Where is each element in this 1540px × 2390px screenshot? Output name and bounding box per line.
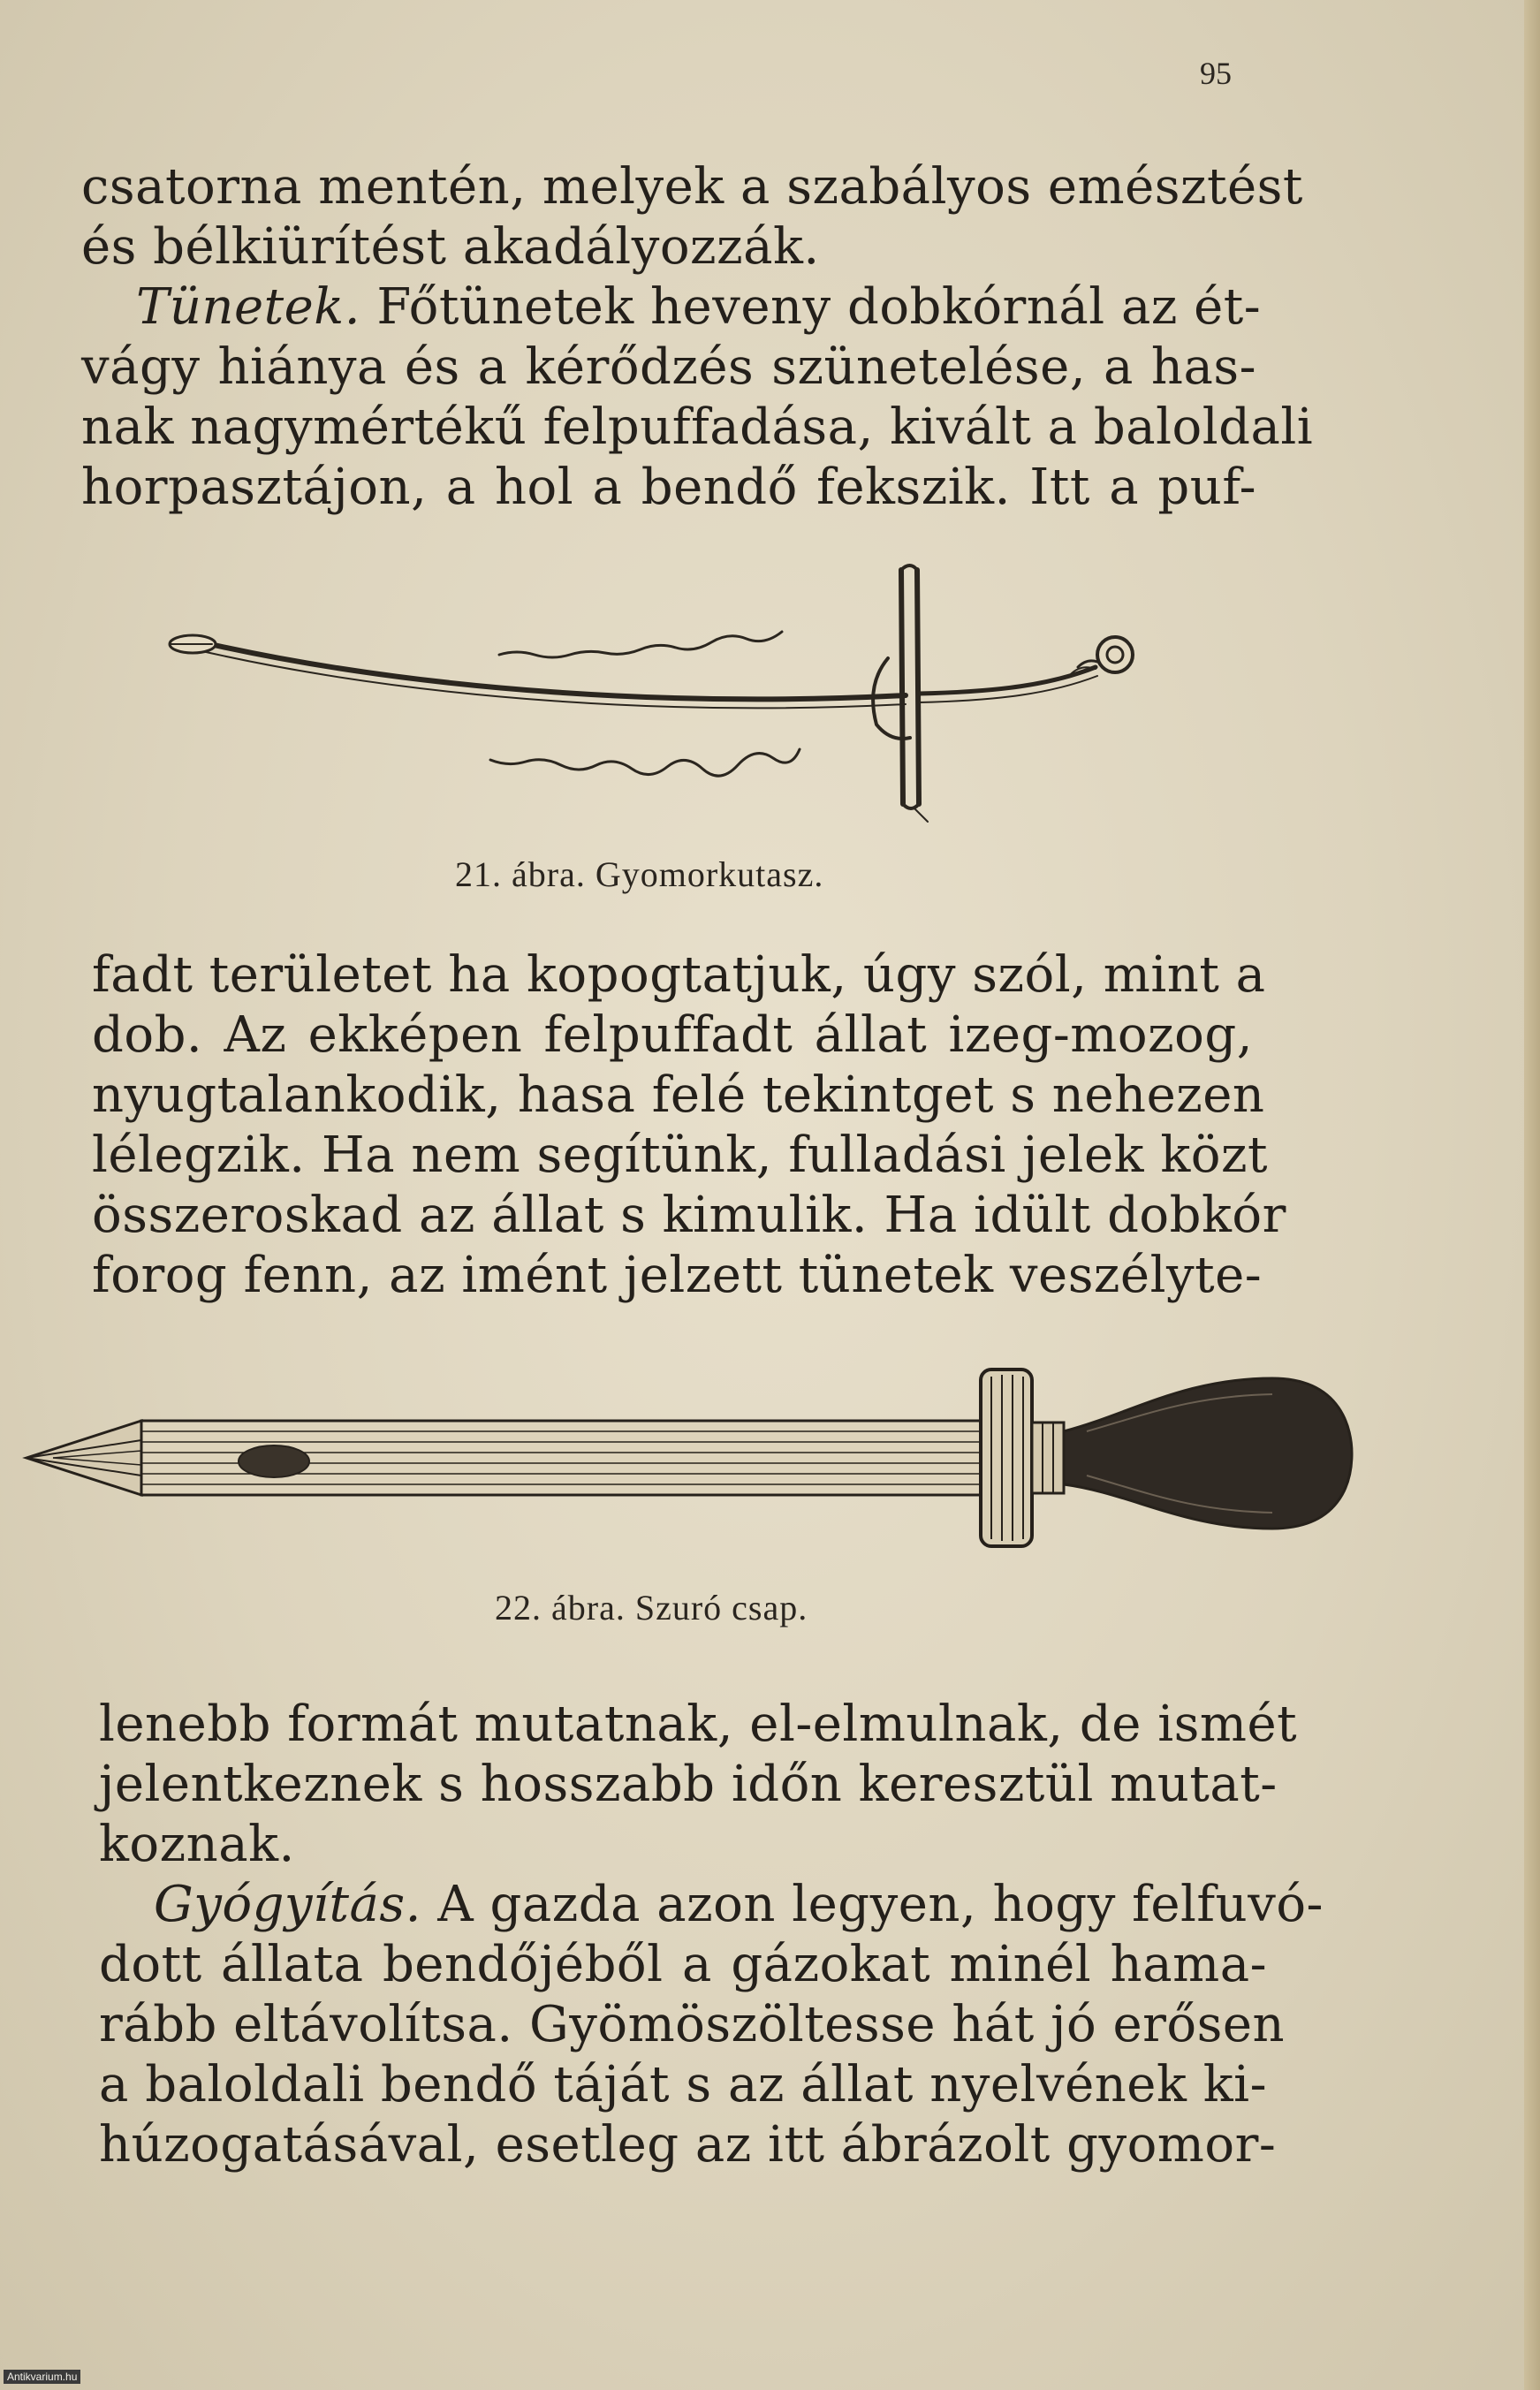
text-line: jelentkeznek s hosszabb időn keresztül mutat- [99, 1756, 1278, 1813]
stomach-probe-illustration [159, 552, 1175, 844]
text-line: húzogatásával, esetleg az itt ábrázolt gyomor- [99, 2116, 1277, 2174]
figure-21-caption: 21. ábra. Gyomorkutasz. [455, 854, 824, 894]
text-line: rább eltávolítsa. Gyömöszöltesse hát jó erősen [99, 1996, 1286, 2053]
text-line: összeroskad az állat s kimulik. Ha idült dobkór [92, 1187, 1286, 1244]
text-line: forog fenn, az imént jelzett tünetek veszélyte- [92, 1247, 1263, 1304]
text-line: dob. Az ekképen felpuffadt állat izeg-mozog, [92, 1006, 1253, 1064]
text-line [81, 277, 1262, 338]
paragraph-block-1 [81, 157, 1314, 518]
watermark-label: Antikvarium.hu [4, 2370, 80, 2384]
text-line: lélegzik. Ha nem segítünk, fulladási jelek közt [92, 1127, 1268, 1184]
text-line: dott állata bendőjéből a gázokat minél hama- [99, 1936, 1267, 1993]
paragraph-block-2 [92, 945, 1286, 1306]
section-lead-italic: Gyógyítás. [154, 1876, 421, 1933]
text-line: és bélkiürítést akadályozzák. [81, 218, 820, 276]
text-line: a baloldali bendő táját s az állat nyelvének ki- [99, 2056, 1267, 2113]
page-number: 95 [1200, 56, 1232, 91]
text-line: horpasztájon, a hol a bendő fekszik. Itt a puf- [81, 459, 1256, 516]
text-line: fadt területet ha kopogtatjuk, úgy szól, mint a [92, 946, 1266, 1004]
text-line [99, 1875, 1324, 1935]
paragraph-block-3 [99, 1695, 1324, 2175]
page-edge [1524, 0, 1540, 2390]
trocar-illustration [18, 1343, 1361, 1564]
text-line-rest: Főtünetek heveny dobkórnál az ét- [376, 278, 1262, 336]
text-line: lenebb formát mutatnak, el-elmulnak, de ismét [99, 1696, 1298, 1753]
text-line: nak nagymértékű felpuffadása, kivált a baloldali [81, 398, 1314, 456]
text-line: koznak. [99, 1816, 295, 1873]
figure-21 [159, 552, 1175, 844]
section-lead-italic: Tünetek. [136, 278, 361, 336]
text-line: nyugtalankodik, hasa felé tekintget s nehezen [92, 1066, 1265, 1124]
figure-22 [18, 1343, 1361, 1564]
text-line: vágy hiánya és a kérődzés szünetelése, a has- [81, 338, 1256, 396]
text-line-rest: A gazda azon legyen, hogy felfuvó- [437, 1876, 1324, 1933]
figure-22-caption: 22. ábra. Szuró csap. [495, 1588, 808, 1627]
text-line: csatorna mentén, melyek a szabályos emésztést [81, 158, 1303, 216]
